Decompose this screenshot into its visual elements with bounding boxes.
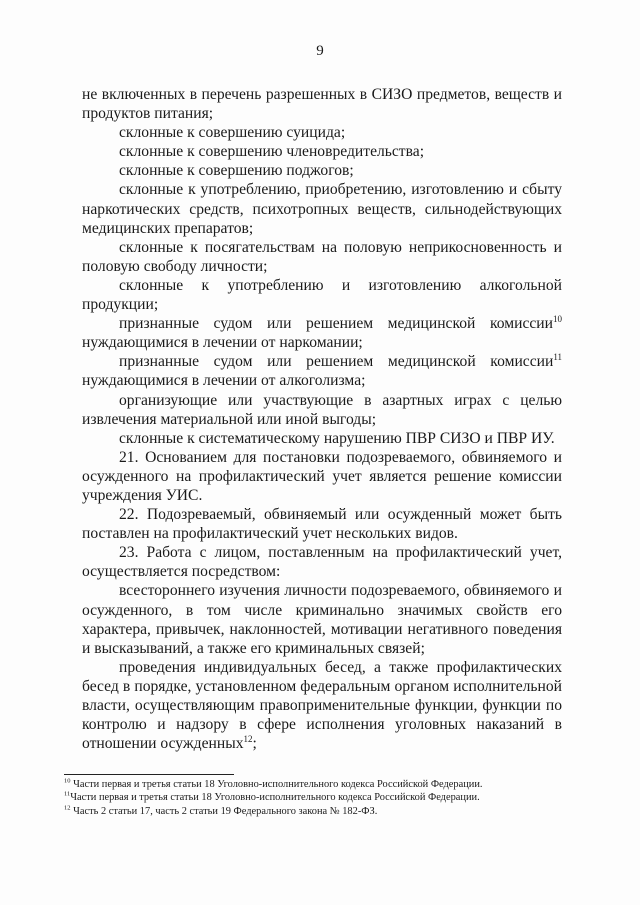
footnote-text: Часть 2 статьи 17, часть 2 статьи 19 Федерального закона № 182-ФЗ. [70, 805, 378, 817]
paragraph-text: 23. Работа с лицом, поставленным на профилактический учет, осуществляется посредством: [82, 544, 562, 581]
list-item [82, 180, 562, 237]
paragraph-text: проведения индивидуальных бесед, а также профилактических бесед в порядке, установленном федеральным органом исполнительной власти, осуществляющим правоприменительные функции, функции по контролю и надзору в сфере исполнения уголовных наказаний в отношении осужденных [82, 658, 562, 753]
footnote-separator [64, 774, 234, 775]
paragraph-text: склонные к употреблению, приобретению, изготовлению и сбыту наркотических средств, психотропных веществ, сильнодействующих медицинских препаратов; [82, 181, 562, 237]
paragraph-text-after: нуждающимися в лечении от наркомании; [82, 334, 363, 352]
footnote [64, 791, 584, 804]
numbered-paragraph-21 [82, 448, 562, 505]
footnote-text: Части первая и третья статьи 18 Уголовно-исполнительного кодекса Российской Федерации. [70, 779, 483, 790]
list-item [82, 238, 562, 276]
paragraph-text-after: нуждающимися в лечении от алкоголизма; [82, 372, 366, 390]
paragraph-text: не включенных в перечень разрешенных в СИЗО предметов, веществ и продуктов питания; [82, 86, 562, 123]
list-item [82, 352, 562, 390]
footnote [64, 805, 584, 818]
paragraph-continuation [82, 85, 562, 123]
paragraph-text: всестороннего изучения личности подозреваемого, обвиняемого и осужденного, в том числе криминально значимых свойств его характера, привычек, наклонностей, мотивации негативного поведения и высказываний, а также его криминальных связей; [82, 582, 562, 657]
paragraph-text: склонные к посягательствам на половую неприкосновенность и половую свободу личности; [82, 238, 562, 275]
footnote-text: Части первая и третья статьи 18 Уголовно-исполнительного кодекса Российской Федерации. [70, 792, 480, 804]
paragraph-text: признанные судом или решением медицинской комиссии [119, 353, 554, 371]
list-item [82, 123, 562, 142]
paragraph-text: признанные судом или решением медицинской комиссии [119, 315, 553, 333]
footnote [64, 778, 584, 791]
paragraph-text: склонные к систематическому нарушению ПВР СИЗО и ПВР ИУ. [119, 429, 555, 447]
page-number: 9 [316, 43, 324, 59]
footnotes [64, 778, 584, 818]
numbered-paragraph-22 [82, 505, 562, 543]
footnote-mark: 11 [64, 790, 71, 798]
paragraph-text: склонные к совершению суицида; [119, 124, 346, 142]
list-item [82, 161, 562, 180]
paragraph-text: организующие или участвующие в азартных играх с целью извлечения материальной или иной выгоды; [82, 391, 562, 428]
list-item [82, 276, 562, 314]
body-text [82, 85, 562, 753]
footnote-ref: 11 [553, 352, 562, 363]
paragraph-text: склонные к употреблению и изготовлению алкогольной продукции; [82, 276, 562, 314]
numbered-paragraph-23 [82, 543, 562, 581]
paragraph-text: 22. Подозреваемый, обвиняемый или осужденный может быть поставлен на профилактический учет нескольких видов. [82, 506, 562, 543]
list-item [82, 142, 562, 161]
paragraph-text: 21. Основанием для постановки подозреваемого, обвиняемого и осужденного на профилактический учет является решение комиссии учреждения УИС. [82, 448, 562, 504]
footnote-mark: 12 [64, 804, 71, 812]
footnote-mark: 10 [64, 777, 71, 785]
list-item [82, 391, 562, 429]
paragraph-text: склонные к совершению членовредительства; [119, 143, 425, 161]
list-item [82, 658, 562, 753]
list-item [82, 581, 562, 657]
list-item [82, 429, 562, 448]
list-item [82, 314, 562, 352]
paragraph-text: склонные к совершению поджогов; [119, 162, 354, 180]
footnote-ref: 10 [553, 313, 562, 324]
paragraph-text-after: ; [252, 735, 257, 753]
footnote-ref: 12 [243, 734, 253, 744]
